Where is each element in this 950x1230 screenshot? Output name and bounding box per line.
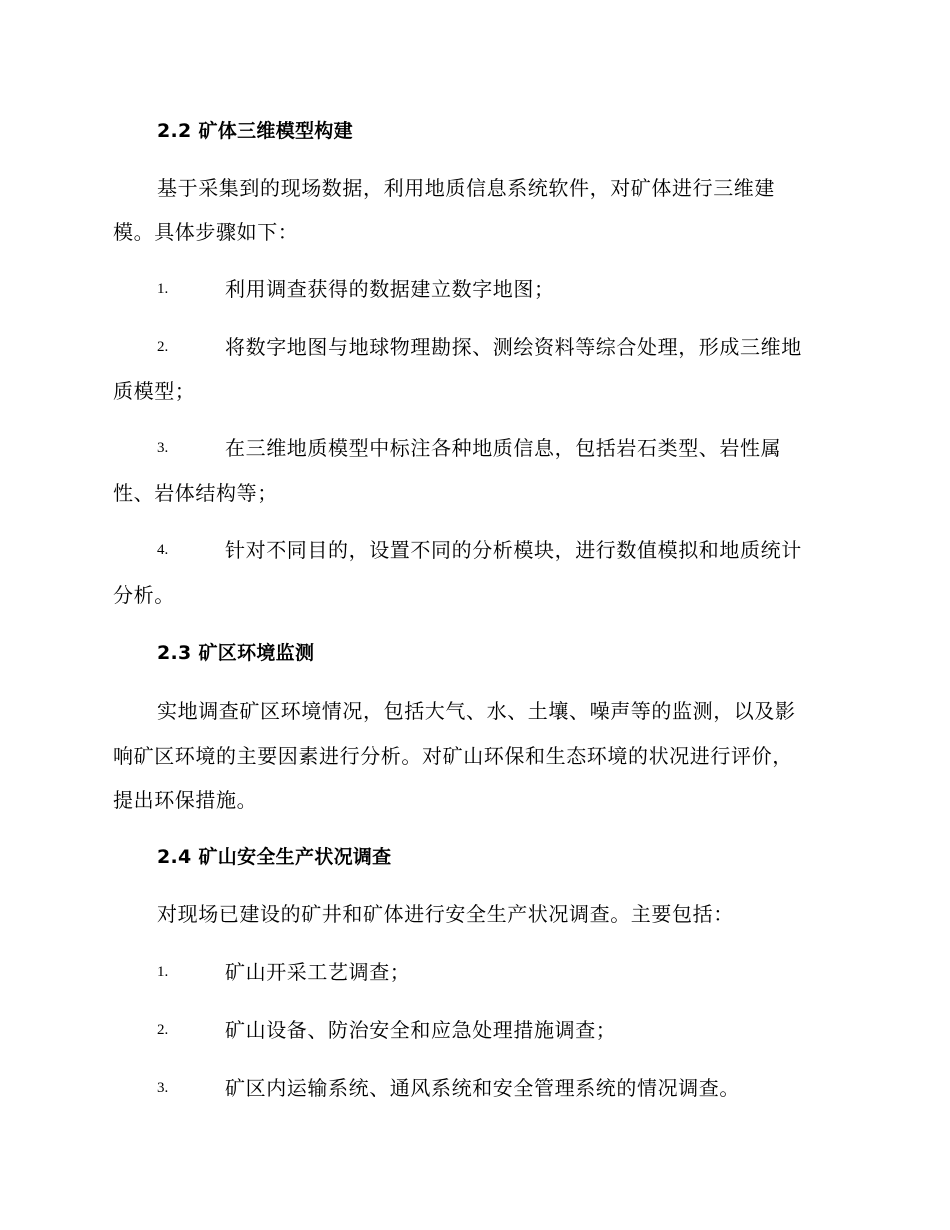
list-item-text: 利用调查获得的数据建立数字地图； <box>225 277 555 301</box>
list-item-text: 分析。 <box>113 583 175 607</box>
paragraph-line: 基于采集到的现场数据，利用地质信息系统软件，对矿体进行三维建 <box>157 176 775 200</box>
list-number: 1. <box>157 964 169 980</box>
list-item-text: 质模型； <box>113 379 196 403</box>
list-number: 1. <box>157 281 169 297</box>
paragraph-line: 响矿区环境的主要因素进行分析。对矿山环保和生态环境的状况进行评价， <box>113 744 793 768</box>
list-item-text: 矿山设备、防治安全和应急处理措施调查； <box>225 1018 617 1042</box>
list-item-text: 性、岩体结构等； <box>113 481 278 505</box>
section-heading: 2.2 矿体三维模型构建 <box>157 120 353 142</box>
list-number: 4. <box>157 542 169 558</box>
list-item-text: 将数字地图与地球物理勘探、测绘资料等综合处理，形成三维地 <box>225 335 802 359</box>
paragraph-line: 实地调查矿区环境情况，包括大气、水、土壤、噪声等的监测，以及影 <box>157 699 796 723</box>
list-item-text: 矿山开采工艺调查； <box>225 960 411 984</box>
section-heading: 2.3 矿区环境监测 <box>157 642 315 664</box>
list-number: 3. <box>157 1080 169 1096</box>
list-item-text: 矿区内运输系统、通风系统和安全管理系统的情况调查。 <box>225 1076 740 1100</box>
list-item-text: 在三维地质模型中标注各种地质信息，包括岩石类型、岩性属 <box>225 436 782 460</box>
paragraph-line: 模。具体步骤如下： <box>113 220 299 244</box>
list-number: 2. <box>157 339 169 355</box>
section-heading: 2.4 矿山安全生产状况调查 <box>157 846 392 868</box>
list-number: 2. <box>157 1022 169 1038</box>
list-item-text: 针对不同目的，设置不同的分析模块，进行数值模拟和地质统计 <box>225 538 802 562</box>
list-number: 3. <box>157 440 169 456</box>
paragraph-line: 提出环保措施。 <box>113 788 258 812</box>
paragraph-line: 对现场已建设的矿井和矿体进行安全生产状况调查。主要包括： <box>157 902 734 926</box>
